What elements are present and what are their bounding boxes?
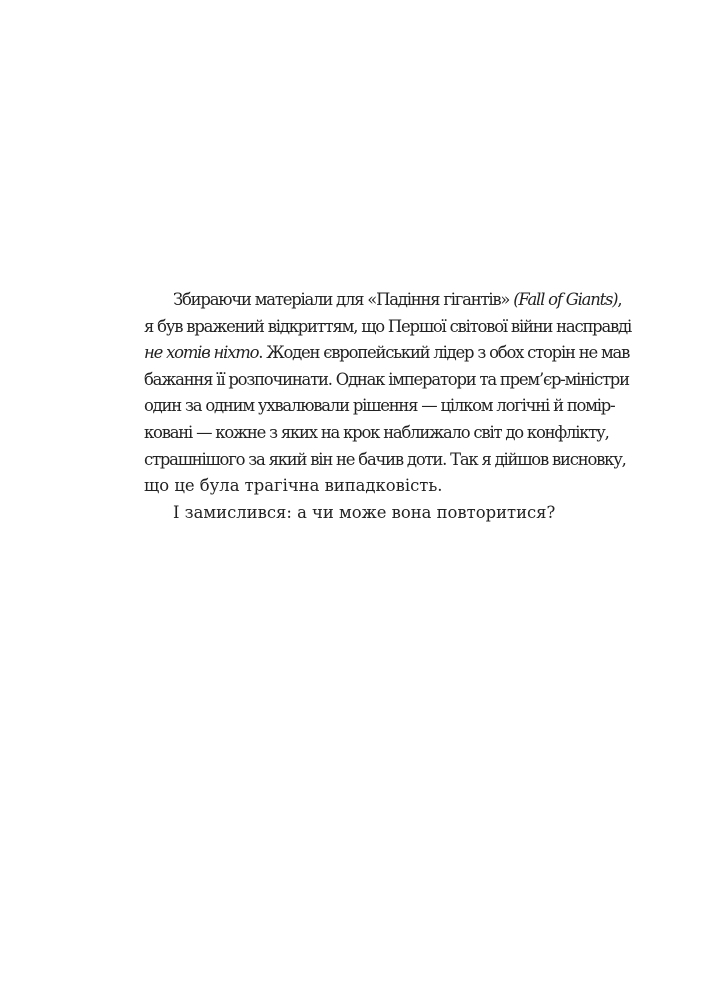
text-line: бажання її розпочинати. Однак імператори та прем’єр-міністри (144, 369, 629, 389)
paragraph-1 (144, 287, 631, 500)
paragraph-2 (144, 500, 586, 527)
italic-title: (Fall of Giants) (513, 290, 618, 309)
text-line (144, 287, 622, 314)
body-text (144, 287, 631, 526)
text-line: що це була трагічна випадковість. (144, 476, 443, 496)
text-line: І замислився: а чи може вона повторитися? (173, 502, 556, 522)
text-line: страшнішого за який він не бачив доти. Так я дійшов висновку, (144, 449, 626, 469)
text-line: ковані — кожне з яких на крок наближало світ до конфлікту, (144, 422, 609, 442)
text-line: один за одним ухвалювали рішення — цілком логічні й помір- (144, 396, 615, 416)
text-segment: Збираючи матеріали для «Падіння гігантів» (173, 290, 514, 309)
text-segment: , (617, 290, 622, 309)
italic-emphasis: не хотів ніхто (144, 343, 259, 363)
text-line (144, 340, 630, 367)
text-line: я був вражений відкриттям, що Першої світової війни насправді (144, 316, 631, 336)
text-segment: . Жоден європейський лідер з обох сторін не мав (258, 343, 630, 363)
